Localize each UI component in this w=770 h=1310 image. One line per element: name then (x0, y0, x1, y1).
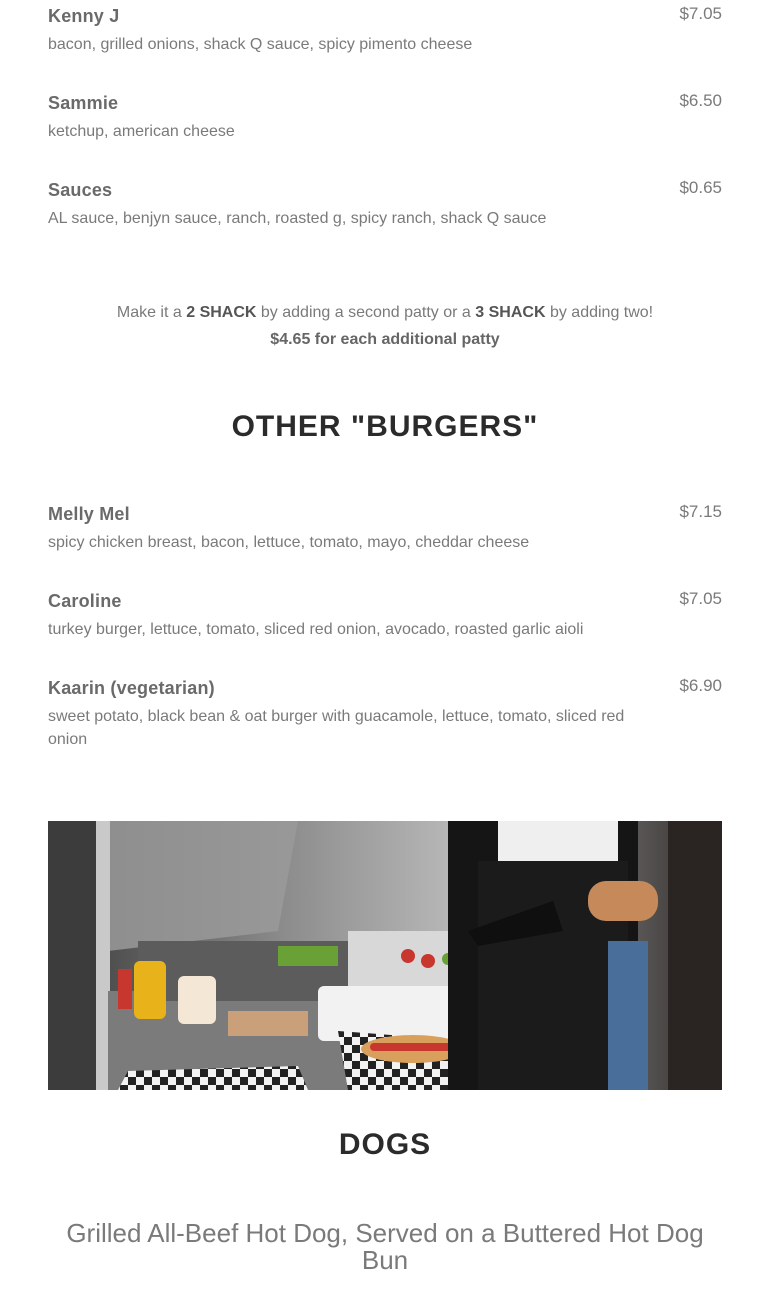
promo-text-part: Make it a (116, 304, 187, 321)
item-price: $0.65 (679, 178, 722, 197)
kitchen-photo-illustration (48, 821, 722, 1090)
item-description: ketchup, american cheese (48, 123, 235, 140)
item-name: Melly Mel (48, 504, 130, 524)
item-price: $6.90 (679, 676, 722, 695)
item-name: Kaarin (vegetarian) (48, 678, 215, 698)
item-name: Caroline (48, 591, 122, 611)
item-description: turkey burger, lettuce, tomato, sliced red onion, avocado, roasted garlic aioli (48, 621, 584, 638)
promo-extra-patty: $4.65 for each additional patty (270, 331, 500, 348)
item-price: $7.05 (679, 589, 722, 608)
item-description: sweet potato, black bean & oat burger with guacamole, lettuce, tomato, sliced red onion (48, 708, 625, 748)
item-price: $6.50 (679, 91, 722, 110)
menu-item (48, 6, 722, 56)
promo-text (115, 299, 655, 353)
item-description: bacon, grilled onions, shack Q sauce, spicy pimento cheese (48, 36, 473, 53)
promo-text-part: by adding two! (545, 304, 654, 321)
promo-text-part: by adding a second patty or a (256, 304, 476, 321)
menu-item (48, 591, 722, 641)
item-name: Sauces (48, 180, 113, 200)
promo-bold-2-shack: 2 SHACK (186, 304, 257, 321)
menu-item (48, 180, 722, 230)
dogs-subtitle: Grilled All-Beef Hot Dog, Served on a Buttered Hot Dog Bun (66, 1218, 704, 1275)
item-name: Kenny J (48, 6, 120, 26)
kitchen-photo (48, 821, 722, 1090)
menu-item (48, 504, 722, 554)
menu-item (48, 93, 722, 143)
section-title-other-burgers: OTHER "BURGERS" (231, 410, 539, 443)
promo-bold-3-shack: 3 SHACK (475, 304, 546, 321)
promo-block (48, 299, 722, 353)
item-description: AL sauce, benjyn sauce, ranch, roasted g, spicy ranch, shack Q sauce (48, 210, 547, 227)
section-title-dogs: DOGS (338, 1128, 432, 1161)
item-name: Sammie (48, 93, 119, 113)
menu-item (48, 678, 722, 751)
item-price: $7.05 (679, 4, 722, 23)
item-price: $7.15 (679, 502, 722, 521)
item-description: spicy chicken breast, bacon, lettuce, tomato, mayo, cheddar cheese (48, 534, 530, 551)
